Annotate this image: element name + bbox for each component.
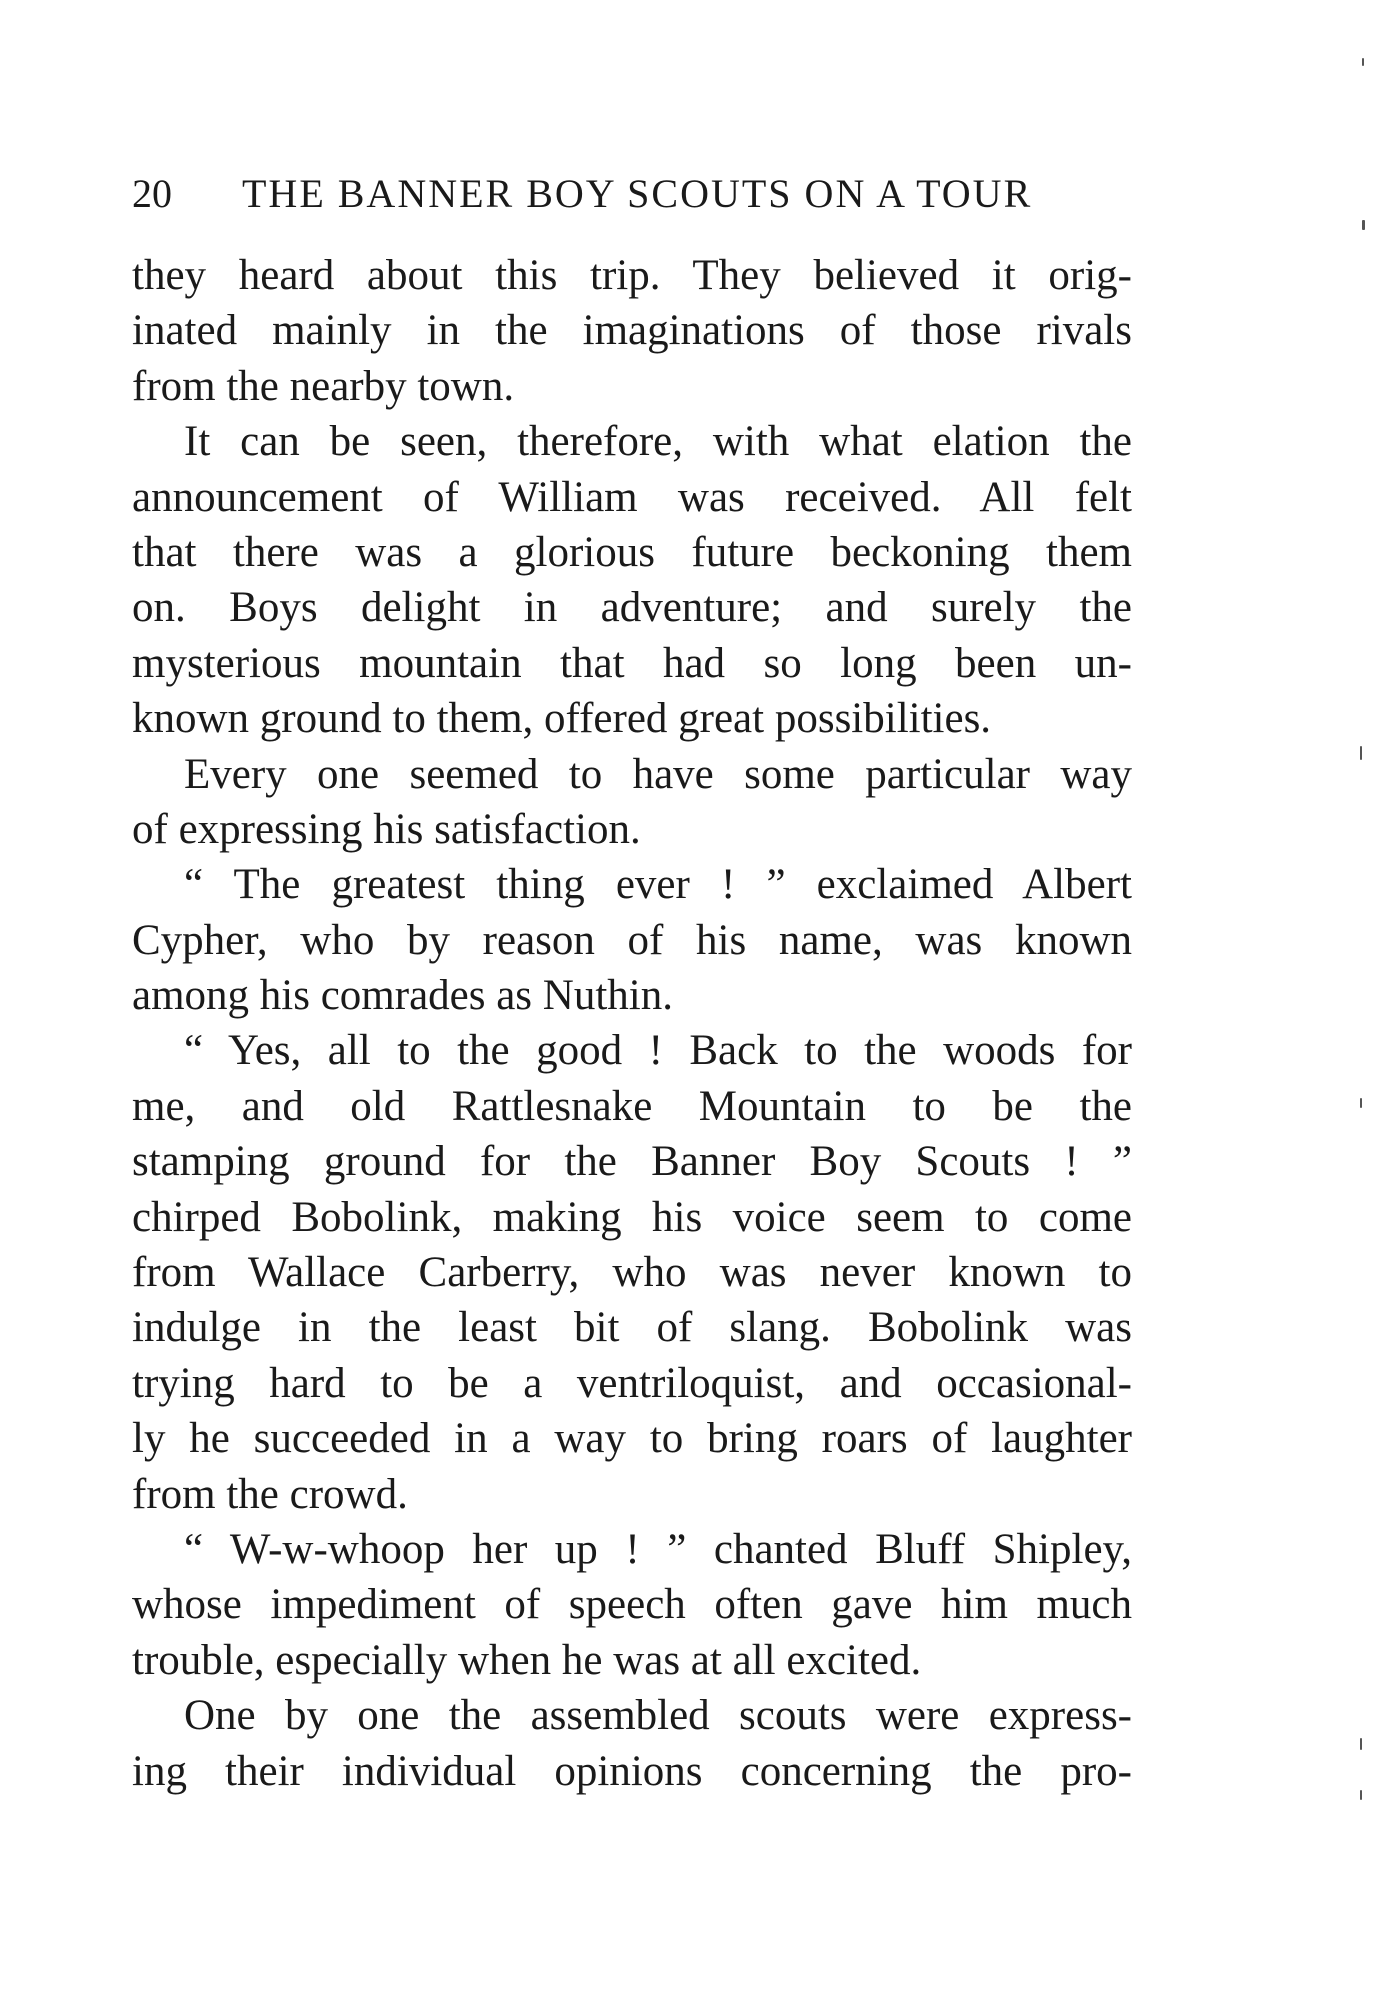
text-line: from the crowd. bbox=[132, 1470, 408, 1518]
text-line: Every one seemed to have some particular way bbox=[184, 750, 1132, 798]
scan-speck bbox=[1362, 220, 1365, 230]
text-line: chirped Bobolink, making his voice seem to come bbox=[132, 1193, 1132, 1241]
scan-speck bbox=[1360, 1738, 1362, 1750]
text-line: One by one the assembled scouts were express- bbox=[184, 1692, 1132, 1740]
text-line: “ Yes, all to the good ! Back to the woods for bbox=[184, 1027, 1132, 1075]
page-header bbox=[132, 164, 1132, 224]
running-head: THE BANNER BOY SCOUTS ON A TOUR bbox=[242, 171, 1033, 216]
text-line: inated mainly in the imaginations of those rivals bbox=[132, 307, 1132, 355]
scan-speck bbox=[1360, 1098, 1362, 1108]
text-line: “ The greatest thing ever ! ” exclaimed Albert bbox=[184, 861, 1132, 909]
text-line: indulge in the least bit of slang. Bobolink was bbox=[132, 1304, 1132, 1352]
text-line: trouble, especially when he was at all excited. bbox=[132, 1636, 922, 1684]
text-line: stamping ground for the Banner Boy Scouts ! ” bbox=[132, 1138, 1132, 1186]
text-line: announcement of William was received. All felt bbox=[132, 473, 1132, 521]
text-line: “ W-w-whoop her up ! ” chanted Bluff Shipley, bbox=[184, 1525, 1132, 1573]
text-line: trying hard to be a ventriloquist, and occasional- bbox=[132, 1359, 1132, 1407]
text-line: on. Boys delight in adventure; and surely the bbox=[132, 584, 1132, 632]
page-number: 20 bbox=[132, 171, 172, 216]
text-line: of expressing his satisfaction. bbox=[132, 805, 641, 853]
scan-speck bbox=[1360, 1790, 1362, 1800]
scan-speck bbox=[1362, 58, 1364, 66]
text-line: me, and old Rattlesnake Mountain to be the bbox=[132, 1082, 1132, 1130]
body-text bbox=[132, 248, 1132, 1799]
text-line: known ground to them, offered great possibilities. bbox=[132, 695, 992, 743]
text-line: ly he succeeded in a way to bring roars of laughter bbox=[132, 1415, 1132, 1463]
text-line: It can be seen, therefore, with what elation the bbox=[184, 418, 1132, 466]
text-line: from Wallace Carberry, who was never known to bbox=[132, 1249, 1132, 1297]
text-line: that there was a glorious future beckoning them bbox=[132, 528, 1132, 576]
text-line: whose impediment of speech often gave him much bbox=[132, 1581, 1132, 1629]
text-line: from the nearby town. bbox=[132, 362, 515, 410]
text-line: among his comrades as Nuthin. bbox=[132, 972, 673, 1020]
text-line: Cypher, who by reason of his name, was known bbox=[132, 916, 1132, 964]
text-line: mysterious mountain that had so long been un- bbox=[132, 639, 1132, 687]
scan-speck bbox=[1360, 746, 1362, 760]
text-line: ing their individual opinions concerning the pro- bbox=[132, 1747, 1132, 1795]
text-line: they heard about this trip. They believed it orig- bbox=[132, 252, 1132, 299]
